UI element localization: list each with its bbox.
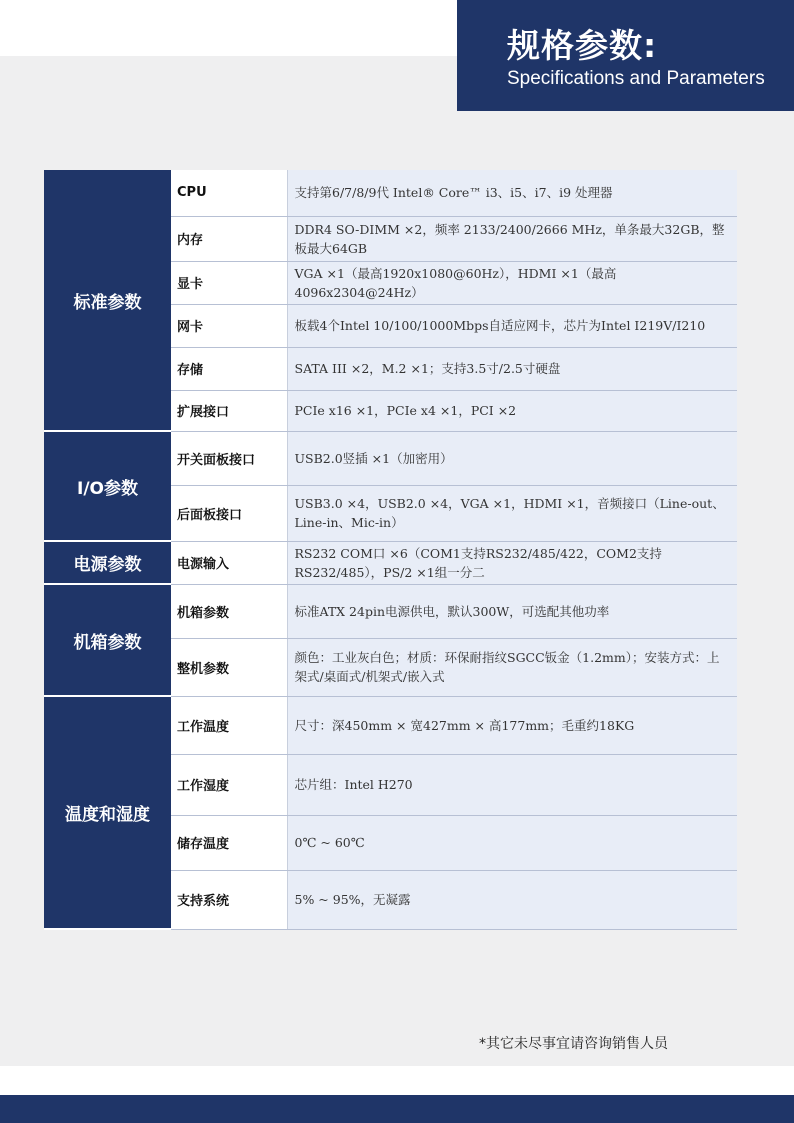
row-value: 芯片组：Intel H270: [287, 754, 737, 815]
row-value: RS232 COM口 ×6（COM1支持RS232/485/422，COM2支持RS232/485），PS/2 ×1组一分二: [287, 541, 737, 584]
page-subtitle: Specifications and Parameters: [507, 68, 765, 89]
footer-bar: [0, 1095, 794, 1123]
row-value: SATA III ×2，M.2 ×1；支持3.5寸/2.5寸硬盘: [287, 347, 737, 390]
row-label: 工作湿度: [171, 754, 287, 815]
row-value: 颜色：工业灰白色；材质：环保耐指纹SGCC钣金（1.2mm）；安装方式：上架式/桌面式/机架式/嵌入式: [287, 638, 737, 696]
category-temperature-humidity: 温度和湿度: [44, 696, 171, 929]
row-label: 扩展接口: [171, 390, 287, 431]
row-value: USB2.0竖插 ×1（加密用）: [287, 431, 737, 485]
row-label: 内存: [171, 216, 287, 261]
category-standard: 标准参数: [44, 170, 171, 431]
row-value: 尺寸：深450mm × 宽427mm × 高177mm；毛重约18KG: [287, 696, 737, 754]
spec-row-cpu: [44, 170, 737, 216]
spec-row-power-input: [44, 541, 737, 584]
spec-row-front-panel: [44, 431, 737, 485]
row-value: 支持第6/7/8/9代 Intel® Core™ i3、i5、i7、i9 处理器: [287, 170, 737, 216]
spec-row-operating-temp: [44, 696, 737, 754]
row-label: 存储: [171, 347, 287, 390]
row-label: 电源输入: [171, 541, 287, 584]
row-label: 储存温度: [171, 815, 287, 870]
row-label: 显卡: [171, 261, 287, 304]
row-value: 5% ~ 95%，无凝露: [287, 870, 737, 929]
row-value: VGA ×1（最高1920x1080@60Hz），HDMI ×1（最高4096x2304@24Hz）: [287, 261, 737, 304]
row-label: 支持系统: [171, 870, 287, 929]
row-value: DDR4 SO-DIMM ×2，频率 2133/2400/2666 MHz，单条最大32GB，整板最大64GB: [287, 216, 737, 261]
category-chassis: 机箱参数: [44, 584, 171, 696]
row-label: 后面板接口: [171, 485, 287, 541]
row-value: PCIe x16 ×1，PCIe x4 ×1，PCI ×2: [287, 390, 737, 431]
category-io: I/O参数: [44, 431, 171, 541]
row-value: 标准ATX 24pin电源供电，默认300W，可选配其他功率: [287, 584, 737, 638]
footnote: *其它未尽事宜请咨询销售人员: [479, 1036, 668, 1052]
category-power: 电源参数: [44, 541, 171, 584]
page-title: 规格参数:: [507, 26, 658, 65]
row-label: 工作温度: [171, 696, 287, 754]
row-label: 机箱参数: [171, 584, 287, 638]
spec-table: [44, 170, 737, 930]
row-label: CPU: [171, 170, 287, 216]
spec-row-chassis: [44, 584, 737, 638]
header-banner: [457, 0, 794, 111]
row-label: 网卡: [171, 304, 287, 347]
row-label: 开关面板接口: [171, 431, 287, 485]
row-value: USB3.0 ×4，USB2.0 ×4，VGA ×1，HDMI ×1，音频接口（Line-out、Line-in、Mic-in）: [287, 485, 737, 541]
row-label: 整机参数: [171, 638, 287, 696]
row-value: 板载4个Intel 10/100/1000Mbps自适应网卡，芯片为Intel I219V/I210: [287, 304, 737, 347]
row-value: 0℃ ~ 60℃: [287, 815, 737, 870]
